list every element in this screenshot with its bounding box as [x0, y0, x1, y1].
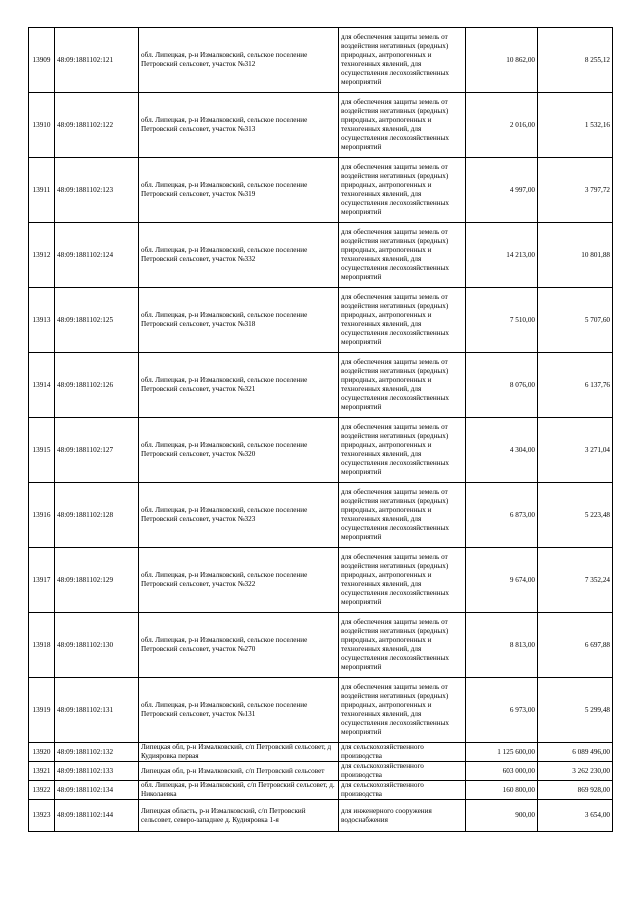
address-cell: обл. Липецкая, р-н Измалковский, сельское поселение Петровский сельсовет, участок №312 — [139, 28, 339, 93]
area-cell: 1 125 600,00 — [466, 743, 538, 762]
area-cell: 9 674,00 — [466, 548, 538, 613]
permitted-use-cell: для обеспечения защиты земель от воздействия негативных (вредных) природных, антропогенных и техногенных явлений, для осуществления лесохозяйственных мероприятий — [339, 223, 466, 288]
address-cell: обл. Липецкая, р-н Измалковский, сельское поселение Петровский сельсовет, участок №131 — [139, 678, 339, 743]
permitted-use-cell: для обеспечения защиты земель от воздействия негативных (вредных) природных, антропогенных и техногенных явлений, для осуществления лесохозяйственных мероприятий — [339, 28, 466, 93]
permitted-use-cell: для сельскохозяйственного производства — [339, 762, 466, 781]
address-cell: Липецкая обл, р-н Измалковский, с/п Петровский сельсовет, д Кудияровка первая — [139, 743, 339, 762]
permitted-use-cell: для обеспечения защиты земель от воздействия негативных (вредных) природных, антропогенных и техногенных явлений, для осуществления лесохозяйственных мероприятий — [339, 548, 466, 613]
table-row — [29, 353, 613, 418]
table-row — [29, 288, 613, 353]
cadastral-number-cell: 48:09:1881102:132 — [55, 743, 139, 762]
permitted-use-cell: для инженерного сооружения водоснабжения — [339, 800, 466, 832]
table-row — [29, 158, 613, 223]
area-cell: 10 862,00 — [466, 28, 538, 93]
area-cell: 6 873,00 — [466, 483, 538, 548]
permitted-use-cell: для обеспечения защиты земель от воздействия негативных (вредных) природных, антропогенных и техногенных явлений, для осуществления лесохозяйственных мероприятий — [339, 353, 466, 418]
cadastral-value-cell: 1 532,16 — [538, 93, 613, 158]
area-cell: 4 304,00 — [466, 418, 538, 483]
permitted-use-cell: для обеспечения защиты земель от воздействия негативных (вредных) природных, антропогенных и техногенных явлений, для осуществления лесохозяйственных мероприятий — [339, 93, 466, 158]
cadastral-number-cell: 48:09:1881102:144 — [55, 800, 139, 832]
row-number-cell: 13913 — [29, 288, 55, 353]
row-number-cell: 13916 — [29, 483, 55, 548]
cadastral-number-cell: 48:09:1881102:128 — [55, 483, 139, 548]
cadastral-value-cell: 3 271,04 — [538, 418, 613, 483]
cadastral-number-cell: 48:09:1881102:129 — [55, 548, 139, 613]
cadastral-value-cell: 6 137,76 — [538, 353, 613, 418]
area-cell: 160 800,00 — [466, 781, 538, 800]
row-number-cell: 13922 — [29, 781, 55, 800]
cadastral-number-cell: 48:09:1881102:126 — [55, 353, 139, 418]
table-row — [29, 800, 613, 832]
row-number-cell: 13910 — [29, 93, 55, 158]
table-row — [29, 28, 613, 93]
table-row — [29, 613, 613, 678]
cadastral-value-cell: 7 352,24 — [538, 548, 613, 613]
cadastral-number-cell: 48:09:1881102:125 — [55, 288, 139, 353]
area-cell: 8 813,00 — [466, 613, 538, 678]
address-cell: Липецкая область, р-н Измалковский, с/п Петровский сельсовет, северо-западнее д. Кудияровка 1-я — [139, 800, 339, 832]
cadastral-value-cell: 6 697,88 — [538, 613, 613, 678]
land-plots-table — [28, 27, 613, 832]
cadastral-number-cell: 48:09:1881102:124 — [55, 223, 139, 288]
table-row — [29, 418, 613, 483]
cadastral-value-cell: 6 089 496,00 — [538, 743, 613, 762]
row-number-cell: 13915 — [29, 418, 55, 483]
permitted-use-cell: для обеспечения защиты земель от воздействия негативных (вредных) природных, антропогенных и техногенных явлений, для осуществления лесохозяйственных мероприятий — [339, 158, 466, 223]
cadastral-number-cell: 48:09:1881102:133 — [55, 762, 139, 781]
address-cell: обл. Липецкая, р-н Измалковский, сельское поселение Петровский сельсовет, участок №319 — [139, 158, 339, 223]
cadastral-number-cell: 48:09:1881102:130 — [55, 613, 139, 678]
cadastral-value-cell: 8 255,12 — [538, 28, 613, 93]
cadastral-number-cell: 48:09:1881102:123 — [55, 158, 139, 223]
row-number-cell: 13921 — [29, 762, 55, 781]
cadastral-value-cell: 5 223,48 — [538, 483, 613, 548]
area-cell: 7 510,00 — [466, 288, 538, 353]
row-number-cell: 13912 — [29, 223, 55, 288]
permitted-use-cell: для обеспечения защиты земель от воздействия негативных (вредных) природных, антропогенных и техногенных явлений, для осуществления лесохозяйственных мероприятий — [339, 288, 466, 353]
cadastral-value-cell: 5 707,60 — [538, 288, 613, 353]
row-number-cell: 13919 — [29, 678, 55, 743]
cadastral-value-cell: 3 654,00 — [538, 800, 613, 832]
row-number-cell: 13909 — [29, 28, 55, 93]
row-number-cell: 13923 — [29, 800, 55, 832]
area-cell: 603 000,00 — [466, 762, 538, 781]
row-number-cell: 13911 — [29, 158, 55, 223]
table-row — [29, 781, 613, 800]
permitted-use-cell: для обеспечения защиты земель от воздействия негативных (вредных) природных, антропогенных и техногенных явлений, для осуществления лесохозяйственных мероприятий — [339, 418, 466, 483]
address-cell: обл. Липецкая, р-н Измалковский, сельское поселение Петровский сельсовет, участок №332 — [139, 223, 339, 288]
cadastral-number-cell: 48:09:1881102:127 — [55, 418, 139, 483]
area-cell: 2 016,00 — [466, 93, 538, 158]
address-cell: Липецкая обл, р-н Измалковский, с/п Петровский сельсовет — [139, 762, 339, 781]
address-cell: обл. Липецкая, р-н Измалковский, сельское поселение Петровский сельсовет, участок №323 — [139, 483, 339, 548]
area-cell: 6 973,00 — [466, 678, 538, 743]
table-row — [29, 93, 613, 158]
address-cell: обл. Липецкая, р-н Измалковский, сельское поселение Петровский сельсовет, участок №320 — [139, 418, 339, 483]
table-row — [29, 548, 613, 613]
cadastral-number-cell: 48:09:1881102:121 — [55, 28, 139, 93]
permitted-use-cell: для сельскохозяйственного производства — [339, 743, 466, 762]
table-row — [29, 223, 613, 288]
cadastral-value-cell: 3 797,72 — [538, 158, 613, 223]
address-cell: обл. Липецкая, р-н Измалковский, сельское поселение Петровский сельсовет, участок №313 — [139, 93, 339, 158]
area-cell: 900,00 — [466, 800, 538, 832]
address-cell: обл. Липецкая, р-н Измалковский, сельское поселение Петровский сельсовет, участок №318 — [139, 288, 339, 353]
area-cell: 8 076,00 — [466, 353, 538, 418]
cadastral-value-cell: 5 299,48 — [538, 678, 613, 743]
address-cell: обл. Липецкая, р-н Измалковский, сельское поселение Петровский сельсовет, участок №321 — [139, 353, 339, 418]
permitted-use-cell: для обеспечения защиты земель от воздействия негативных (вредных) природных, антропогенных и техногенных явлений, для осуществления лесохозяйственных мероприятий — [339, 678, 466, 743]
row-number-cell: 13920 — [29, 743, 55, 762]
cadastral-number-cell: 48:09:1881102:134 — [55, 781, 139, 800]
row-number-cell: 13918 — [29, 613, 55, 678]
address-cell: обл. Липецкая, р-н Измалковский, сельское поселение Петровский сельсовет, участок №270 — [139, 613, 339, 678]
cadastral-value-cell: 3 262 230,00 — [538, 762, 613, 781]
cadastral-number-cell: 48:09:1881102:122 — [55, 93, 139, 158]
address-cell: обл. Липецкая, р-н Измалковский, сельское поселение Петровский сельсовет, участок №322 — [139, 548, 339, 613]
cadastral-value-cell: 10 801,88 — [538, 223, 613, 288]
table-row — [29, 743, 613, 762]
table-row — [29, 678, 613, 743]
permitted-use-cell: для обеспечения защиты земель от воздействия негативных (вредных) природных, антропогенных и техногенных явлений, для осуществления лесохозяйственных мероприятий — [339, 613, 466, 678]
cadastral-number-cell: 48:09:1881102:131 — [55, 678, 139, 743]
cadastral-value-cell: 869 928,00 — [538, 781, 613, 800]
address-cell: обл. Липецкая, р-н Измалковский, с/п Петровский сельсовет, д. Николаевка — [139, 781, 339, 800]
area-cell: 14 213,00 — [466, 223, 538, 288]
row-number-cell: 13917 — [29, 548, 55, 613]
permitted-use-cell: для сельскохозяйственного производства — [339, 781, 466, 800]
permitted-use-cell: для обеспечения защиты земель от воздействия негативных (вредных) природных, антропогенных и техногенных явлений, для осуществления лесохозяйственных мероприятий — [339, 483, 466, 548]
row-number-cell: 13914 — [29, 353, 55, 418]
area-cell: 4 997,00 — [466, 158, 538, 223]
table-row — [29, 483, 613, 548]
table-row — [29, 762, 613, 781]
